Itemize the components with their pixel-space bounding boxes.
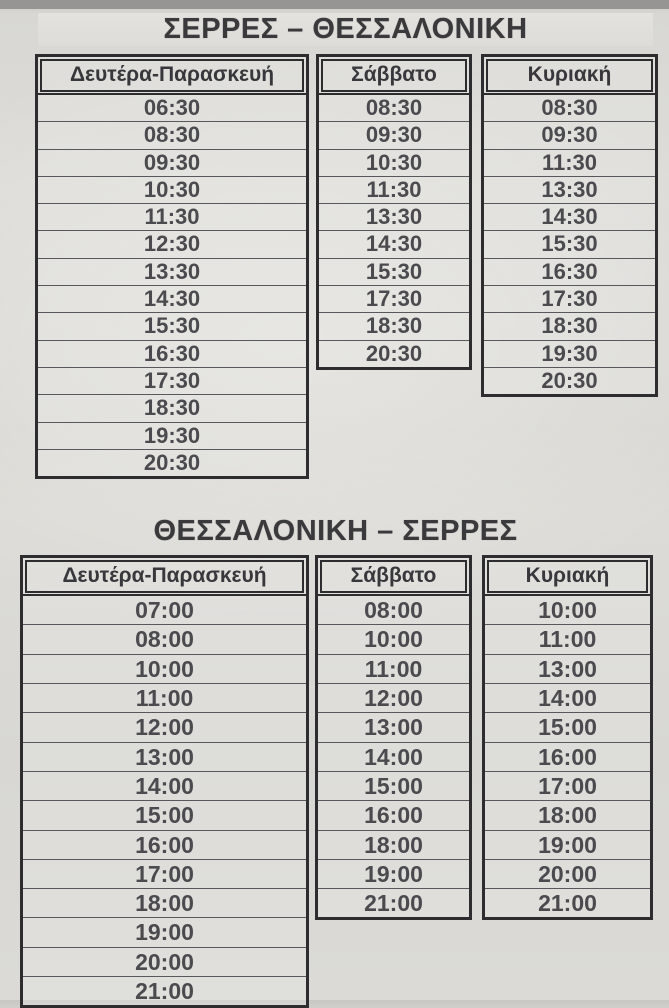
time-cell: 18:30 bbox=[319, 312, 469, 339]
timetable-column-sunday bbox=[481, 54, 658, 397]
time-cell: 06:30 bbox=[143, 95, 201, 120]
time-cell: 10:30 bbox=[319, 149, 469, 176]
time-cell: 19:00 bbox=[485, 830, 650, 859]
section-title-serres-thessaloniki: ΣΕΡΡΕΣ – ΘΕΣΣΑΛΟΝΙΚΗ bbox=[38, 13, 653, 46]
time-cell: 18:00 bbox=[23, 888, 306, 917]
timetable-thessaloniki-serres bbox=[20, 555, 669, 1008]
time-cell: 08:30 bbox=[365, 95, 423, 120]
time-cell: 14:30 bbox=[319, 230, 469, 257]
column-body-sunday bbox=[484, 93, 655, 394]
timetable-column-weekdays bbox=[35, 54, 309, 479]
time-cell: 18:00 bbox=[318, 830, 469, 859]
time-cell: 20:00 bbox=[23, 947, 306, 976]
time-cell: 17:00 bbox=[485, 771, 650, 800]
time-cell: 13:00 bbox=[318, 712, 469, 741]
time-cell: 13:30 bbox=[38, 258, 306, 285]
time-cell: 11:00 bbox=[318, 654, 469, 683]
time-cell: 21:00 bbox=[485, 888, 650, 917]
time-cell: 16:00 bbox=[485, 742, 650, 771]
time-cell: 19:00 bbox=[318, 859, 469, 888]
time-cell: 17:30 bbox=[319, 285, 469, 312]
timetable-column-sunday bbox=[482, 555, 653, 920]
time-cell: 14:00 bbox=[485, 683, 650, 712]
time-cell: 13:00 bbox=[23, 742, 306, 771]
timetable-column-saturday bbox=[315, 555, 472, 920]
time-cell: 13:00 bbox=[485, 654, 650, 683]
time-cell: 20:30 bbox=[484, 367, 655, 394]
time-cell: 13:30 bbox=[484, 176, 655, 203]
time-cell: 15:30 bbox=[38, 312, 306, 339]
column-header-sunday: Κυριακή bbox=[486, 59, 653, 92]
time-cell: 10:00 bbox=[538, 597, 597, 624]
column-header-saturday: Σάββατο bbox=[320, 560, 467, 593]
time-cell: 16:30 bbox=[484, 258, 655, 285]
time-cell: 14:30 bbox=[38, 285, 306, 312]
time-cell: 09:30 bbox=[319, 121, 469, 148]
time-cell: 18:30 bbox=[38, 394, 306, 421]
time-cell: 08:30 bbox=[541, 95, 598, 120]
time-cell: 18:00 bbox=[485, 800, 650, 829]
time-cell: 13:30 bbox=[319, 203, 469, 230]
time-cell: 16:30 bbox=[38, 340, 306, 367]
time-cell: 11:30 bbox=[484, 149, 655, 176]
time-cell: 21:00 bbox=[318, 888, 469, 917]
time-cell: 10:00 bbox=[23, 654, 306, 683]
time-cell: 12:00 bbox=[318, 683, 469, 712]
column-header-sunday: Κυριακή bbox=[487, 560, 648, 593]
column-header-weekdays: Δευτέρα-Παρασκευή bbox=[25, 560, 304, 593]
time-cell: 14:30 bbox=[484, 203, 655, 230]
time-cell: 15:30 bbox=[319, 258, 469, 285]
time-cell: 17:30 bbox=[38, 367, 306, 394]
time-cell: 09:30 bbox=[484, 121, 655, 148]
time-cell: 20:30 bbox=[38, 449, 306, 476]
time-cell: 14:00 bbox=[23, 771, 306, 800]
time-cell: 11:30 bbox=[319, 176, 469, 203]
time-cell: 15:30 bbox=[484, 230, 655, 257]
time-cell: 15:00 bbox=[485, 712, 650, 741]
time-cell: 20:00 bbox=[485, 859, 650, 888]
time-cell: 14:00 bbox=[318, 742, 469, 771]
time-cell: 10:00 bbox=[318, 624, 469, 653]
time-cell: 12:30 bbox=[38, 230, 306, 257]
time-cell: 10:30 bbox=[38, 176, 306, 203]
time-cell: 17:00 bbox=[23, 859, 306, 888]
section-title-thessaloniki-serres: ΘΕΣΣΑΛΟΝΙΚΗ – ΣΕΡΡΕΣ bbox=[153, 515, 518, 548]
time-cell: 11:30 bbox=[38, 203, 306, 230]
column-body-saturday bbox=[318, 594, 469, 917]
time-cell: 15:00 bbox=[23, 800, 306, 829]
timetable-serres-thessaloniki bbox=[35, 54, 669, 479]
time-cell: 17:30 bbox=[484, 285, 655, 312]
column-body-sunday bbox=[485, 594, 650, 917]
time-cell: 16:00 bbox=[23, 830, 306, 859]
time-cell: 15:00 bbox=[318, 771, 469, 800]
photo-edge-strip bbox=[0, 0, 669, 9]
time-cell: 12:00 bbox=[23, 712, 306, 741]
time-cell: 11:00 bbox=[23, 683, 306, 712]
time-cell: 11:00 bbox=[485, 624, 650, 653]
time-cell: 16:00 bbox=[318, 800, 469, 829]
column-header-saturday: Σάββατο bbox=[321, 59, 467, 92]
time-cell: 09:30 bbox=[38, 149, 306, 176]
time-cell: 07:00 bbox=[135, 597, 194, 624]
time-cell: 19:30 bbox=[38, 422, 306, 449]
column-body-weekdays bbox=[38, 93, 306, 476]
time-cell: 18:30 bbox=[484, 312, 655, 339]
time-cell: 20:30 bbox=[319, 340, 469, 367]
column-body-weekdays bbox=[23, 594, 306, 1005]
timetable-column-saturday bbox=[316, 54, 472, 370]
time-cell: 21:00 bbox=[23, 976, 306, 1005]
time-cell: 08:30 bbox=[38, 121, 306, 148]
time-cell: 08:00 bbox=[23, 624, 306, 653]
time-cell: 19:30 bbox=[484, 340, 655, 367]
time-cell: 19:00 bbox=[23, 917, 306, 946]
column-body-saturday bbox=[319, 93, 469, 367]
column-header-weekdays: Δευτέρα-Παρασκευή bbox=[40, 59, 304, 92]
time-cell: 08:00 bbox=[364, 597, 423, 624]
timetable-column-weekdays bbox=[20, 555, 309, 1008]
